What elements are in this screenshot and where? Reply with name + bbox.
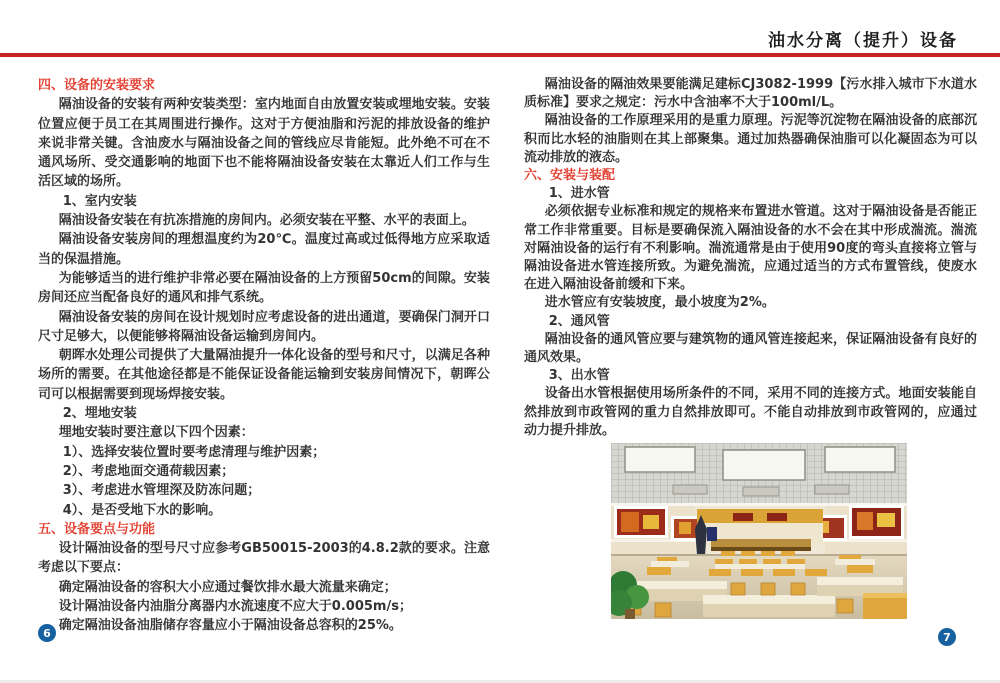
section-heading: 四、设备的安装要求: [38, 78, 156, 93]
paragraph: 进水管应有安装坡度，最小坡度为2%。: [544, 295, 775, 311]
paragraph: 隔油设备的工作原理采用的是重力原理。污泥等沉淀物在隔油设备的底部沉积而比水轻的油脂则在其上部聚集。通过加热器确保油脂可以化凝固态为可以流动排放的液态。: [524, 113, 977, 165]
section-heading: 六、安装与装配: [524, 168, 616, 184]
paragraph: 1、室内安装: [62, 193, 137, 209]
paragraph: 确定隔油设备的容积大小应通过餐饮排水最大流量来确定；: [58, 579, 397, 595]
paragraph: 设计隔油设备的型号尺寸应参考GB50015-2003的4.8.2款的要求。注意考虑以下要点：: [38, 541, 490, 576]
section-heading: 五、设备要点与功能: [38, 521, 156, 537]
paragraph: 朝晖水处理公司提供了大量隔油提升一体化设备的型号和尺寸，以满足各种场所的需要。在其他途径都是不能保证设备能运输到安装房间情况下，朝晖公司可以根据需要到现场焊接安装。: [38, 348, 490, 402]
paragraph: 2、通风管: [548, 313, 610, 329]
ceiling: [611, 443, 907, 505]
paragraph: 确定隔油设备油脂储存容量应小于隔油设备总容积的25%。: [58, 618, 402, 634]
paragraph: 设备出水管根据使用场所条件的不同，采用不同的连接方式。地面安装能自然排放到市政管网的重力自然排放即可。不能自动排放到市政管网的，应通过动力提升排放。: [524, 386, 977, 438]
header-rule: [0, 53, 1000, 57]
paragraph: 4）、是否受地下水的影响。: [62, 502, 222, 518]
paragraph: 隔油设备安装在有抗冻措施的房间内。必须安装在平整、水平的表面上。: [58, 213, 475, 229]
right-page-column: [524, 76, 977, 440]
paragraph: 隔油设备的安装有两种安装类型：室内地面自由放置安装或埋地安装。安装位置应便于员工在其周围进行操作。这对于方便油脂和污泥的排放设备的维护来说非常关键。含油废水与隔油设备之间的管线应尽肯能短。此外绝不可在不通风场所、受交通影响的地面下也不能将隔油设备安装在太靠近人们工作与生活区域的场所。: [38, 97, 490, 190]
paragraph: 3）、考虑进水管埋深及防冻问题；: [62, 483, 261, 499]
page-number-badge-left: 6: [38, 624, 56, 642]
paragraph: 隔油设备的通风管应要与建筑物的通风管连接起来，保证隔油设备有良好的通风效果。: [524, 331, 977, 366]
cafeteria-photo: [611, 443, 907, 619]
serving-counter: [697, 509, 823, 551]
paragraph: 1）、选择安装位置时要考虑清理与维护因素；: [62, 444, 326, 460]
paragraph: 1、进水管: [548, 186, 610, 202]
left-page-column: [38, 76, 490, 636]
paragraph: 3、出水管: [548, 368, 610, 384]
paragraph: 2、埋地安装: [62, 406, 137, 422]
paragraph: 隔油设备安装房间的理想温度约为20℃。温度过高或过低得地方应采取适当的保温措施。: [38, 232, 490, 267]
paragraph: 设计隔油设备内油脂分离器内水流速度不应大于0.005m/s；: [58, 599, 412, 615]
page-title: 油水分离（提升）设备: [768, 31, 958, 51]
paragraph: 为能够适当的进行维护非常必要在隔油设备的上方预留50cm的间隙。安装房间还应当配备良好的通风和排气系统。: [38, 270, 490, 306]
paragraph: 2）、考虑地面交通荷载因素；: [62, 463, 235, 479]
paragraph: 隔油设备的隔油效果要能满足建标CJ3082-1999【污水排入城市下水道水质标准】要求之规定：污水中含油率不大于100ml/L。: [524, 77, 977, 111]
paragraph: 埋地安装时要注意以下四个因素：: [58, 425, 254, 441]
page-number-badge-right: 7: [938, 628, 956, 646]
paragraph: 隔油设备安装的房间在设计规划时应考虑设备的进出通道，要确保门洞开口尺寸足够大，以便能够将隔油设备运输到房间内。: [38, 309, 490, 344]
paragraph: 必须依据专业标准和规定的规格来布置进水管道。这对于隔油设备是否能正常工作非常重要。目标是要确保流入隔油设备的水不会在其中形成湍流。湍流对隔油设备的运行有不利影响。湍流通常是由于使用90度的弯头直接将立管与隔油设备进水管连接所致。为避免湍流，应通过适当的方式布置管线，使废水在进入隔油设备前缓和下来。: [524, 204, 977, 293]
